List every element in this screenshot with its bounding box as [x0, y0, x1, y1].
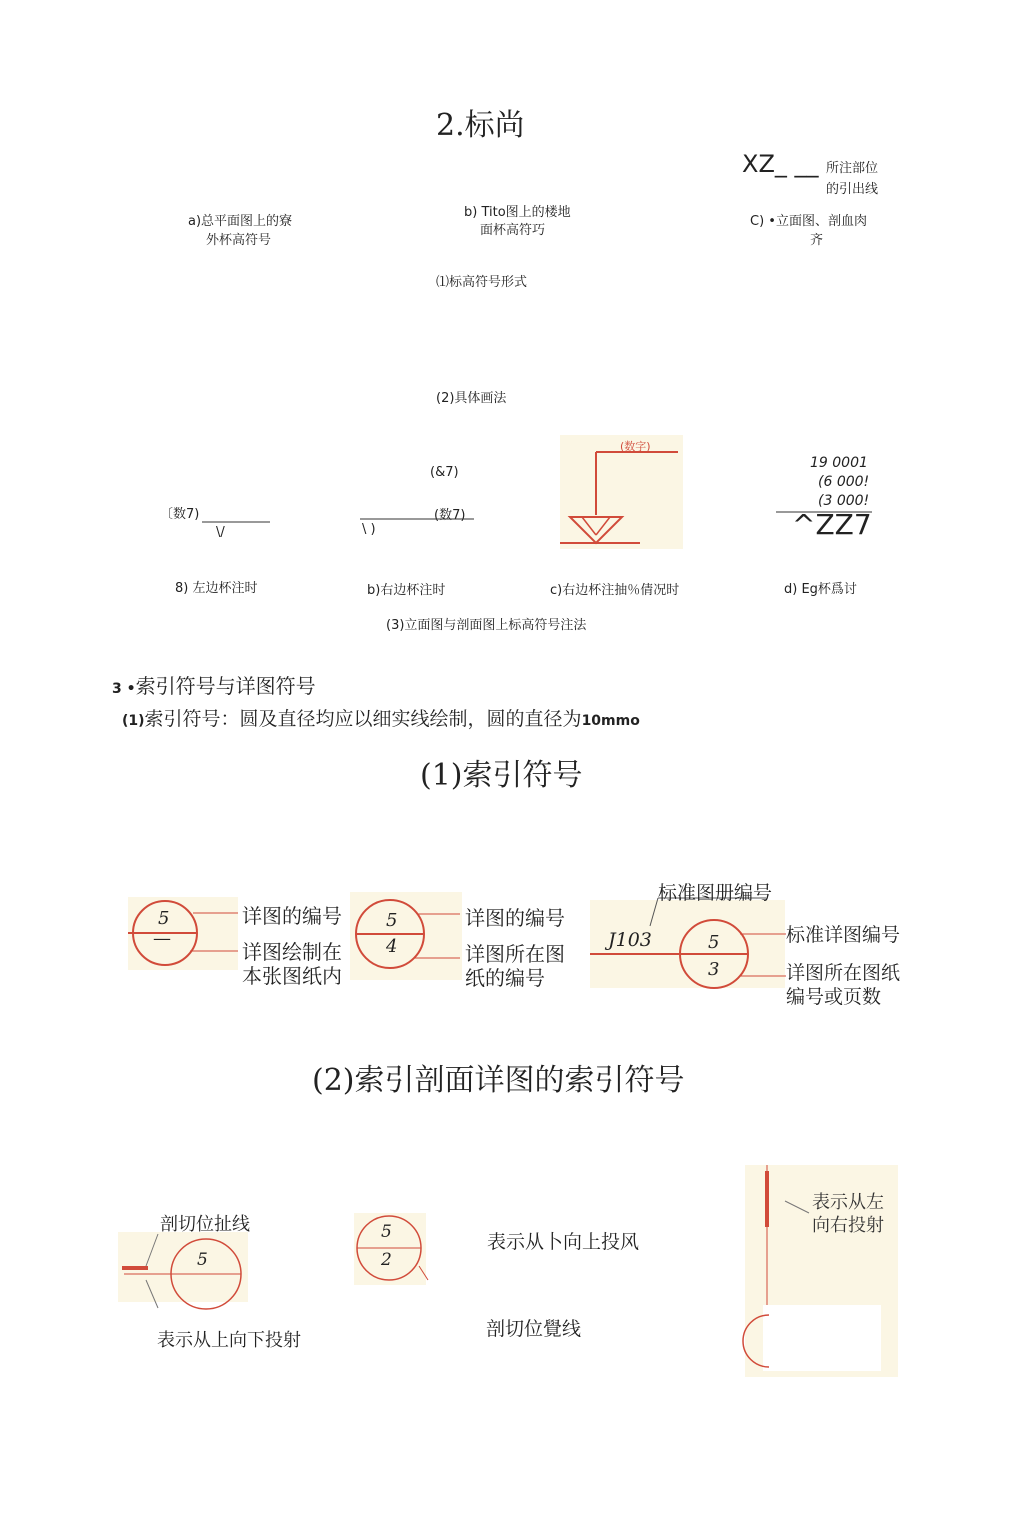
fig-b-line: [360, 518, 476, 522]
fig3-header: 标准图册编号: [658, 882, 773, 904]
caption-elevation-section: (3)立面图与剖面图上标高符号注法: [386, 618, 587, 633]
fig-d-value-1: 19 0001: [810, 455, 868, 471]
fig3-label-2b: 编号或页数: [786, 986, 882, 1008]
fig-b-top: (&7): [430, 465, 459, 480]
fig3-label-2a: 详图所在图纸: [786, 962, 901, 984]
item-text: 索引符号：圆及直径均应以细实线绘制，圆的直径为: [144, 708, 582, 730]
item-num: (1): [122, 713, 145, 729]
fig5-bottom-number: 2: [381, 1250, 392, 1270]
fig-b-number: (数7): [434, 508, 466, 523]
fig-b-symbol: \ ): [362, 522, 376, 537]
fig4-label-bottom: 表示从上向下投射: [157, 1330, 301, 1351]
section3-heading: [112, 670, 316, 699]
label-a-1: a)总平面图上的寮: [188, 214, 293, 229]
fig2-label-2a: 详图所在图: [465, 942, 565, 966]
section3-item: [122, 704, 640, 731]
fig-a-symbol: \/: [216, 525, 225, 540]
sub-caption-b: b)右边杯注时: [367, 583, 446, 598]
section-detail-title: (2)索引剖面详图的索引符号: [312, 1063, 685, 1098]
fig4-label-top: 剖切位扯线: [160, 1214, 250, 1235]
xz-label-1: 所注部位: [826, 161, 879, 176]
fig3-top-number: 5: [708, 932, 720, 953]
caption-drawing-method: (2)具体画法: [436, 391, 507, 406]
fig3-label-1: 标准详图编号: [786, 924, 901, 946]
fig2-label-2b: 纸的编号: [465, 966, 545, 990]
label-b-2: 面杯高符巧: [480, 223, 546, 238]
fig-c-label: (数字): [620, 440, 651, 453]
xz-mark: XZ_ __: [742, 150, 819, 178]
fig1-dash: —: [153, 928, 171, 949]
fig1-label-2b: 本张图纸内: [242, 964, 342, 988]
label-c-2: 齐: [810, 233, 824, 248]
label-a-2: 外杯高符号: [206, 233, 272, 248]
fig1-number: 5: [158, 908, 170, 929]
fig5-label-1: 表示从卜向上投风: [487, 1231, 640, 1253]
fig2-label-1: 详图的编号: [465, 906, 565, 930]
fig5-symbol: [354, 1212, 434, 1292]
fig6-label-1: 表示从左: [812, 1192, 884, 1213]
fig6-label-2: 向右投射: [812, 1215, 884, 1236]
item-tail: 10mmo: [581, 713, 640, 729]
fig1-label-1: 详图的编号: [242, 904, 342, 928]
fig-a-number: 〔数7): [160, 507, 200, 522]
label-c-1: C) •立面图、剖血肉: [750, 214, 867, 229]
fig1-symbol: [128, 896, 240, 972]
fig5-label-2: 剖切位覺线: [486, 1318, 582, 1340]
fig2-bottom-number: 4: [386, 936, 398, 957]
fig4-number: 5: [197, 1250, 208, 1270]
section3-heading-num: 3 •: [112, 681, 136, 697]
fig2-top-number: 5: [386, 910, 398, 931]
fig5-top-number: 5: [381, 1222, 392, 1242]
fig3-code: J103: [608, 929, 652, 951]
index-symbol-title: (1)索引符号: [420, 758, 583, 793]
section-title: 2.标尚: [436, 108, 525, 143]
fig3-bottom-number: 3: [708, 959, 720, 980]
fig2-symbol: [350, 892, 462, 982]
caption-symbol-form: ⑴标高符号形式: [436, 275, 528, 290]
sub-caption-d: d) Eg杯爲讨: [784, 582, 857, 597]
fig1-label-2a: 详图绘制在: [242, 940, 342, 964]
fig-d-value-2: (6 000!: [818, 474, 870, 490]
fig-a-line: [202, 521, 272, 525]
label-b-1: b) Tito图上的楼地: [464, 205, 571, 220]
fig-d-symbol: ^ZZ7: [792, 508, 872, 541]
xz-label-2: 的引出线: [826, 182, 879, 197]
section3-heading-text: 索引符号与详图符号: [135, 674, 316, 698]
sub-caption-c: c)右边杯注抽％倩况时: [550, 583, 680, 598]
fig-d-value-3: (3 000!: [818, 493, 870, 509]
sub-caption-a: 8) 左边杯注时: [175, 581, 258, 596]
